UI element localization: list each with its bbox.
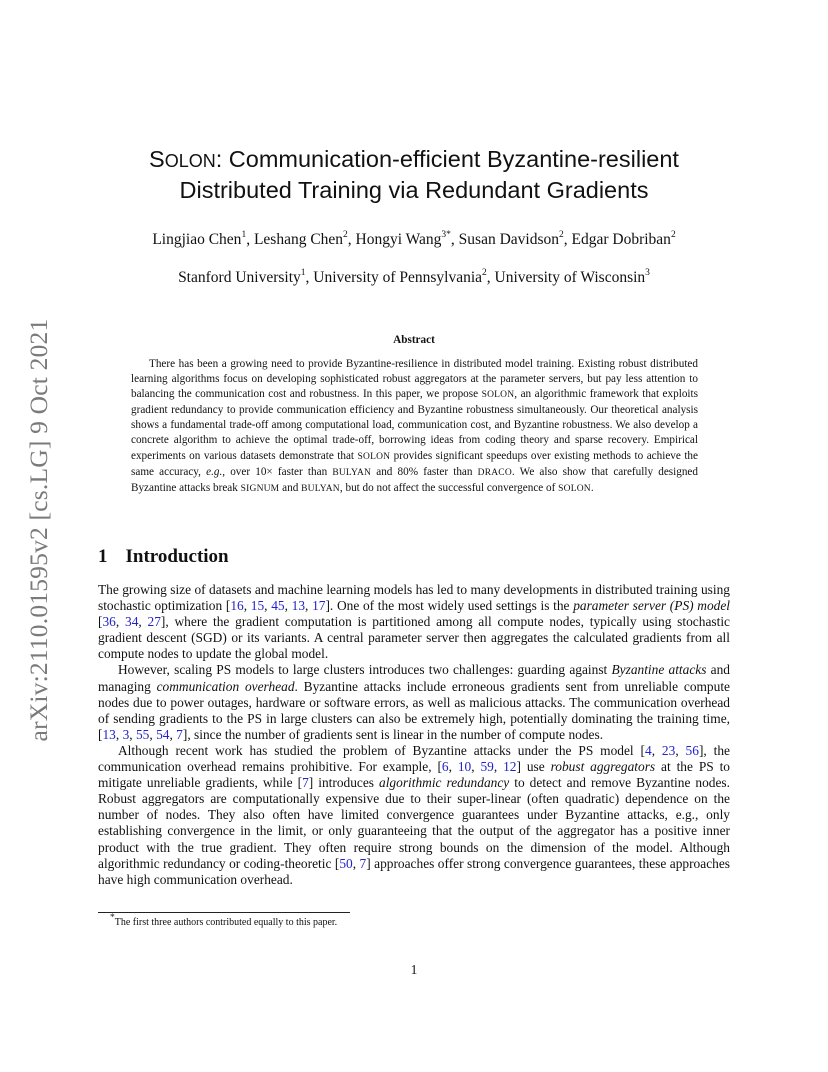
- arxiv-stamp: [17, 300, 61, 760]
- footnote-text: The first three authors contributed equally to this paper.: [114, 917, 338, 928]
- citation-link[interactable]: 17: [312, 598, 326, 614]
- footnote: [110, 912, 338, 928]
- citation-link[interactable]: 6: [441, 759, 449, 775]
- citation-link[interactable]: 4: [644, 742, 652, 758]
- footnote-mark: *: [110, 912, 115, 923]
- affiliation-list: Stanford University$^1$, University of Pennsylvania$^2$, University of Wisconsin$^3$: [178, 267, 650, 286]
- citation-link[interactable]: 45: [271, 598, 285, 614]
- arxiv-stamp-text: arXiv:2110.01595v2 [cs.LG] 9 Oct 2021: [24, 318, 53, 742]
- citation-link[interactable]: 7: [302, 775, 309, 791]
- section-number: 1: [98, 546, 108, 567]
- title-line-2: Distributed Training via Redundant Gradients: [179, 177, 649, 203]
- citation-link[interactable]: 55: [135, 726, 150, 742]
- title-line-1: SOLON: Communication-efficient Byzantine-resilient: [149, 146, 679, 172]
- citation-link[interactable]: 13: [102, 726, 116, 742]
- citation-link[interactable]: 7: [359, 855, 367, 871]
- citation-link[interactable]: 50: [339, 855, 353, 871]
- citation-link[interactable]: 16: [230, 598, 244, 614]
- footnote-rule: [98, 912, 350, 913]
- body-text: [98, 582, 730, 888]
- abstract-text: There has been a growing need to provide Byzantine-resilience in distributed model training. Existing robust distributed learning algorithms focus on developing sophisticated robust aggregators at the parameter servers, but pay less attention to balancing the communication cost and robustness. In this paper, we propose SOLON, an algorithmic framework that exploits gradient redundancy to provide communication efficiency and Byzantine robustness simultaneously. Our theoretical analysis shows a fundamental trade-off among computational load, communication cost, and Byzantine robustness. We also develop a concrete algorithm to achieve the optimal trade-off, borrowing ideas from coding theory and sparse recovery. Empirical experiments on various datasets demonstrate that SOLON provides significant speedups over existing methods to achieve the same accuracy, e.g., over 10× faster than BULYAN and 80% faster than DRACO. We also show that carefully designed Byzantine attacks break SIGNUM and BULYAN, but do not affect the successful convergence of SOLON.: [131, 358, 698, 494]
- page-number: 1: [410, 962, 418, 977]
- section-title: Introduction: [125, 546, 229, 567]
- citation-link[interactable]: 15: [250, 598, 265, 614]
- paragraph-3: Although recent work has studied the problem of Byzantine attacks under the PS model [4, 23, 56], the communication overhead remains prohibitive. For example, [6, 10, 59, 12] use robust aggregators at the PS to mitigate unreliable gradients, while [7] introduces algorithmic redundancy to detect and remove Byzantine nodes. Robust aggregators are computationally expensive due to their super-linear (often quadratic) dependence on the number of nodes. They also often have limited convergence guarantees under Byzantine attacks, e.g., only establishing convergence in the limit, or only guaranteeing that the output of the aggregator has a positive inner product with the true gradient. They often require strong bounds on the dimension of the model. Although algorithmic redundancy or coding-theoretic [50, 7] approaches offer strong convergence guarantees, these approaches have high communication overhead.: [98, 742, 731, 887]
- citation-link[interactable]: 7: [176, 726, 183, 742]
- citation-link[interactable]: 27: [147, 614, 161, 630]
- citation-link[interactable]: 59: [480, 759, 494, 775]
- citation-link[interactable]: 54: [156, 726, 170, 742]
- citation-link[interactable]: 12: [503, 759, 517, 775]
- paragraph-2: However, scaling PS models to large clusters introduces two challenges: guarding against Byzantine attacks and managing communication overhead. Byzantine attacks include erroneous gradients sent from unreliable compute nodes due to power outages, hardware or software errors, as well as malicious attacks. The communication overhead of sending gradients to the PS in large clusters can also be extremely high, potentially dominating the training time, [13, 3, 55, 54, 7], since the number of gradients sent is linear in the number of compute nodes.: [98, 662, 730, 742]
- section-heading: [98, 546, 229, 568]
- author-list: Lingjiao Chen$^1$, Leshang Chen$^2$, Hongyi Wang$^{3*}$, Susan Davidson$^2$, Edgar Dobriban$^2$: [152, 229, 676, 248]
- abstract-heading: Abstract: [393, 334, 435, 346]
- citation-link[interactable]: 36: [102, 614, 116, 630]
- citation-link[interactable]: 3: [122, 726, 130, 742]
- citation-link[interactable]: 13: [291, 598, 306, 614]
- citation-link[interactable]: 56: [685, 742, 699, 758]
- paper-title: [98, 145, 730, 205]
- citation-link[interactable]: 10: [457, 759, 472, 775]
- citation-link[interactable]: 34: [125, 614, 139, 630]
- citation-link[interactable]: 23: [661, 742, 676, 758]
- paragraph-1: The growing size of datasets and machine learning models has led to many developments in distributed training using stochastic optimization [16, 15, 45, 13, 17]. One of the most widely used settings is the parameter server (PS) model [36, 34, 27], where the gradient computation is partitioned among all compute nodes, typically using stochastic gradient descent (SGD) or its variants. A central parameter server then aggregates the calculated gradients from all compute nodes to update the global model.: [98, 582, 731, 662]
